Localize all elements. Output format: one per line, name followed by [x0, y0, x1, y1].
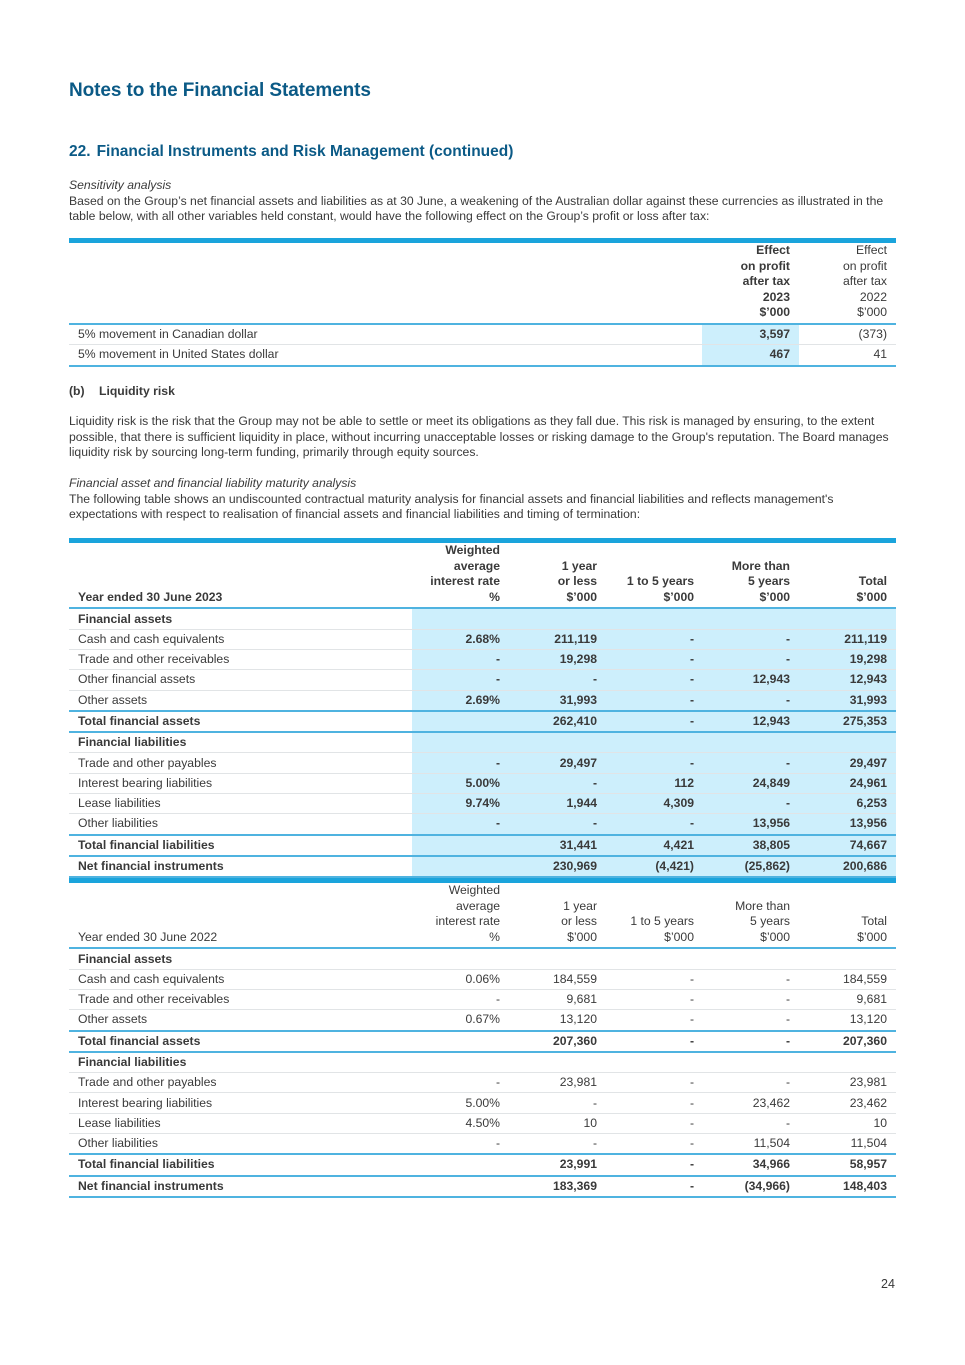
total-row — [69, 1176, 896, 1197]
cell-value — [509, 608, 606, 629]
cell-value: 13,120 — [509, 1010, 606, 1031]
cell-value — [509, 948, 606, 969]
cell-value: 38,805 — [703, 835, 799, 856]
header-more-than-5 — [703, 541, 799, 609]
row-label: Financial assets — [69, 948, 412, 969]
table-row — [69, 989, 896, 1009]
header-interest-rate — [412, 881, 509, 949]
cell-value — [412, 948, 509, 969]
cell-value: - — [703, 690, 799, 711]
cell-value: 6,253 — [799, 794, 896, 814]
table-row — [69, 794, 896, 814]
cell-value: 211,119 — [509, 629, 606, 649]
cell-value: - — [703, 753, 799, 773]
cell-value: - — [412, 649, 509, 669]
cell-value: - — [606, 1176, 703, 1197]
row-label: Net financial instruments — [69, 1176, 412, 1197]
header-line: 2023 — [762, 289, 790, 304]
total-row — [69, 835, 896, 856]
cell-value: 58,957 — [799, 1154, 896, 1175]
header-line: average — [455, 898, 500, 913]
cell-value: - — [606, 969, 703, 989]
row-label: Lease liabilities — [69, 794, 412, 814]
cell-value: - — [412, 1134, 509, 1155]
liquidity-paragraph: Liquidity risk is the risk that the Group may not be able to settle or meet its obligations as they fall due. This risk is managed by ensuring, to the extent possible, that there is sufficient liquidity in place, without incurring unacceptable losses or risking damage to the Group's reputation. The Board manages liquidity risk by sourcing long-term funding, primarily through equity sources. — [69, 414, 889, 460]
group-header-row — [69, 732, 896, 753]
sensitivity-paragraph — [69, 178, 896, 225]
total-row — [69, 856, 896, 877]
cell-value: - — [606, 1134, 703, 1155]
row-label: 5% movement in Canadian dollar — [69, 324, 702, 345]
maturity-heading: Financial asset and financial liability maturity analysis — [69, 476, 357, 490]
cell-value: 148,403 — [799, 1176, 896, 1197]
cell-value: 13,120 — [799, 1010, 896, 1031]
row-label: Other liabilities — [69, 814, 412, 835]
cell-value: 19,298 — [799, 649, 896, 669]
maturity-table-2022 — [69, 878, 896, 1198]
cell-value: - — [703, 649, 799, 669]
cell-value: 24,961 — [799, 773, 896, 793]
sensitivity-row — [69, 324, 896, 345]
cell-value: 11,504 — [703, 1134, 799, 1155]
row-label: Total financial liabilities — [69, 1154, 412, 1175]
sensitivity-table — [69, 238, 896, 367]
cell-value — [412, 835, 509, 856]
cell-value: 23,981 — [799, 1073, 896, 1093]
cell-value — [509, 1052, 606, 1073]
maturity-table-2023 — [69, 538, 896, 878]
table-row — [69, 773, 896, 793]
cell-value: 200,686 — [799, 856, 896, 877]
cell-value: 230,969 — [509, 856, 606, 877]
cell-value: (25,862) — [703, 856, 799, 877]
cell-value: - — [412, 814, 509, 835]
cell-value: 13,956 — [799, 814, 896, 835]
header-line: after tax — [842, 274, 887, 289]
liquidity-label: (b) — [69, 384, 85, 398]
cell-value: - — [509, 670, 606, 690]
table-row — [69, 690, 896, 711]
cell-value: 5.00% — [412, 773, 509, 793]
header-line: $’000 — [567, 929, 597, 944]
cell-value: - — [509, 1093, 606, 1113]
cell-value: - — [509, 814, 606, 835]
row-label: 5% movement in United States dollar — [69, 345, 702, 366]
row-label: Interest bearing liabilities — [69, 1093, 412, 1113]
table-row — [69, 1073, 896, 1093]
header-1-to-5-years — [606, 541, 703, 609]
header-2023 — [702, 241, 799, 324]
row-label: Trade and other payables — [69, 753, 412, 773]
cell-value: - — [606, 989, 703, 1009]
cell-value: 12,943 — [703, 670, 799, 690]
header-1-to-5-years — [606, 881, 703, 949]
cell-value: (4,421) — [606, 856, 703, 877]
cell-value: - — [703, 1010, 799, 1031]
cell-value — [412, 711, 509, 732]
cell-value: 10 — [799, 1113, 896, 1133]
cell-value: 24,849 — [703, 773, 799, 793]
header-line: interest rate — [430, 574, 500, 589]
cell-value: - — [606, 711, 703, 732]
cell-value: 4,309 — [606, 794, 703, 814]
row-label: Other financial assets — [69, 670, 412, 690]
header-2022 — [799, 241, 896, 324]
cell-value: - — [606, 649, 703, 669]
row-label: Financial liabilities — [69, 1052, 412, 1073]
cell-value: - — [606, 753, 703, 773]
cell-value: 31,441 — [509, 835, 606, 856]
cell-value: 23,981 — [509, 1073, 606, 1093]
sensitivity-text: Based on the Group’s net financial assets and liabilities as at 30 June, a weakening of the Australian dollar against these currencies as illustrated in the table below, with all other variables held constant, would have the following effect on the Group’s profit or loss after tax: — [69, 193, 884, 224]
sensitivity-row — [69, 345, 896, 366]
liquidity-heading: Liquidity risk — [99, 384, 175, 398]
maturity-header-row — [69, 541, 896, 609]
cell-value: 184,559 — [799, 969, 896, 989]
header-line: 1 to 5 years — [626, 574, 694, 589]
cell-value: 74,667 — [799, 835, 896, 856]
cell-value: 10 — [509, 1113, 606, 1133]
total-row — [69, 1154, 896, 1175]
table-row — [69, 814, 896, 835]
cell-value — [412, 1154, 509, 1175]
cell-value: - — [509, 773, 606, 793]
cell-value: 13,956 — [703, 814, 799, 835]
cell-value: 9,681 — [509, 989, 606, 1009]
blank-header — [69, 241, 702, 324]
group-header-row — [69, 608, 896, 629]
cell-value: 23,991 — [509, 1154, 606, 1175]
cell-value: - — [606, 1113, 703, 1133]
cell-value: 4.50% — [412, 1113, 509, 1133]
cell-value: 1,944 — [509, 794, 606, 814]
page-number: 24 — [881, 1277, 895, 1291]
cell-value — [412, 1031, 509, 1052]
header-line: Total — [861, 914, 887, 929]
liquidity-subheading — [69, 384, 175, 398]
cell-value — [703, 608, 799, 629]
header-line: $’000 — [759, 305, 790, 320]
cell-value: 31,993 — [799, 690, 896, 711]
row-label: Trade and other payables — [69, 1073, 412, 1093]
cell-value: - — [412, 989, 509, 1009]
row-label: Cash and cash equivalents — [69, 969, 412, 989]
header-line: 5 years — [750, 914, 790, 929]
header-line: $’000 — [857, 929, 887, 944]
table-row — [69, 629, 896, 649]
cell-value: 31,993 — [509, 690, 606, 711]
cell-value: - — [606, 1154, 703, 1175]
cell-value: 275,353 — [799, 711, 896, 732]
cell-value: - — [606, 814, 703, 835]
cell-value — [412, 732, 509, 753]
cell-value: - — [703, 1113, 799, 1133]
header-line: on profit — [842, 258, 887, 273]
table-row — [69, 670, 896, 690]
total-row — [69, 711, 896, 732]
cell-value: - — [509, 1134, 606, 1155]
row-label: Other liabilities — [69, 1134, 412, 1155]
header-line: Effect — [756, 243, 790, 257]
cell-value: 211,119 — [799, 629, 896, 649]
header-line: % — [489, 589, 500, 604]
cell-value: - — [606, 1093, 703, 1113]
header-line: More than — [735, 898, 790, 913]
header-line: 1 to 5 years — [630, 914, 694, 929]
sensitivity-header-row — [69, 241, 896, 324]
section-number: 22. — [69, 143, 91, 160]
header-line: or less — [557, 574, 597, 589]
section-title — [69, 143, 513, 161]
cell-value: 29,497 — [799, 753, 896, 773]
value-2023: 467 — [702, 345, 799, 366]
value-2022: (373) — [799, 324, 896, 345]
header-line: 2022 — [859, 289, 887, 304]
header-interest-rate — [412, 541, 509, 609]
cell-value — [799, 608, 896, 629]
cell-value: 0.06% — [412, 969, 509, 989]
cell-value: 4,421 — [606, 835, 703, 856]
header-line: $’000 — [857, 305, 887, 320]
cell-value: 262,410 — [509, 711, 606, 732]
cell-value: (34,966) — [703, 1176, 799, 1197]
cell-value — [606, 1052, 703, 1073]
row-label: Total financial assets — [69, 1031, 412, 1052]
cell-value: - — [703, 629, 799, 649]
cell-value — [703, 1052, 799, 1073]
cell-value: - — [703, 1031, 799, 1052]
row-label: Interest bearing liabilities — [69, 773, 412, 793]
cell-value: - — [412, 753, 509, 773]
header-line: $’000 — [566, 589, 597, 604]
page-title: Notes to the Financial Statements — [69, 80, 371, 101]
cell-value: 9,681 — [799, 989, 896, 1009]
cell-value: - — [703, 794, 799, 814]
header-line: $’000 — [759, 589, 790, 604]
header-total — [799, 881, 896, 949]
header-line: or less — [561, 914, 597, 929]
table-row — [69, 969, 896, 989]
maturity-header-row — [69, 881, 896, 949]
cell-value: 2.68% — [412, 629, 509, 649]
maturity-paragraph — [69, 476, 896, 523]
value-2023: 3,597 — [702, 324, 799, 345]
cell-value — [703, 948, 799, 969]
header-line: interest rate — [435, 914, 500, 929]
row-label: Trade and other receivables — [69, 989, 412, 1009]
table-row — [69, 1010, 896, 1031]
header-1-year — [509, 541, 606, 609]
row-label: Financial assets — [69, 608, 412, 629]
header-line: Weighted — [445, 543, 500, 557]
year-label: Year ended 30 June 2023 — [69, 541, 412, 609]
header-line: $’000 — [664, 929, 694, 944]
cell-value: 183,369 — [509, 1176, 606, 1197]
header-line: average — [453, 558, 500, 573]
cell-value — [509, 732, 606, 753]
cell-value: 19,298 — [509, 649, 606, 669]
header-line: Total — [858, 574, 887, 589]
header-line: on profit — [740, 258, 790, 273]
cell-value: 12,943 — [703, 711, 799, 732]
cell-value: 207,360 — [509, 1031, 606, 1052]
section-heading: Financial Instruments and Risk Management (continued) — [96, 143, 514, 160]
cell-value: - — [703, 989, 799, 1009]
row-label: Total financial liabilities — [69, 835, 412, 856]
cell-value: - — [412, 670, 509, 690]
header-line: 1 year — [563, 898, 597, 913]
table-row — [69, 1093, 896, 1113]
cell-value: - — [703, 1073, 799, 1093]
value-2022: 41 — [799, 345, 896, 366]
cell-value: 0.67% — [412, 1010, 509, 1031]
cell-value — [799, 732, 896, 753]
cell-value — [606, 948, 703, 969]
cell-value: 2.69% — [412, 690, 509, 711]
cell-value — [606, 732, 703, 753]
cell-value — [412, 608, 509, 629]
cell-value: - — [703, 969, 799, 989]
cell-value: - — [606, 1073, 703, 1093]
table-row — [69, 1113, 896, 1133]
cell-value: 29,497 — [509, 753, 606, 773]
total-row — [69, 1031, 896, 1052]
table-row — [69, 1134, 896, 1155]
row-label: Trade and other receivables — [69, 649, 412, 669]
group-header-row — [69, 1052, 896, 1073]
cell-value: 9.74% — [412, 794, 509, 814]
cell-value: 11,504 — [799, 1134, 896, 1155]
cell-value: - — [606, 1031, 703, 1052]
header-line: $’000 — [760, 929, 790, 944]
header-line: More than — [731, 558, 790, 573]
header-more-than-5 — [703, 881, 799, 949]
row-label: Cash and cash equivalents — [69, 629, 412, 649]
row-label: Net financial instruments — [69, 856, 412, 877]
cell-value: 207,360 — [799, 1031, 896, 1052]
header-line: 1 year — [561, 558, 597, 573]
header-1-year — [509, 881, 606, 949]
cell-value: 23,462 — [703, 1093, 799, 1113]
header-line: 5 years — [747, 574, 790, 589]
header-line: Effect — [856, 243, 887, 257]
cell-value: - — [606, 670, 703, 690]
cell-value: - — [606, 690, 703, 711]
year-label: Year ended 30 June 2022 — [69, 881, 412, 949]
maturity-text: The following table shows an undiscounted contractual maturity analysis for financial assets and financial liabilities and reflects management's expectations with respect to realisation of financial assets and financial liabilities and timing of termination: — [69, 491, 834, 522]
cell-value — [799, 948, 896, 969]
table-row — [69, 753, 896, 773]
sensitivity-heading: Sensitivity analysis — [69, 178, 172, 192]
cell-value — [606, 608, 703, 629]
cell-value: 112 — [606, 773, 703, 793]
cell-value — [412, 1176, 509, 1197]
row-label: Total financial assets — [69, 711, 412, 732]
cell-value: - — [606, 1010, 703, 1031]
row-label: Financial liabilities — [69, 732, 412, 753]
cell-value: - — [412, 1073, 509, 1093]
table-row — [69, 649, 896, 669]
header-line: Weighted — [448, 883, 500, 897]
group-header-row — [69, 948, 896, 969]
cell-value: 34,966 — [703, 1154, 799, 1175]
cell-value — [412, 1052, 509, 1073]
row-label: Lease liabilities — [69, 1113, 412, 1133]
row-label: Other assets — [69, 1010, 412, 1031]
cell-value: 12,943 — [799, 670, 896, 690]
cell-value: 23,462 — [799, 1093, 896, 1113]
header-line: $’000 — [663, 589, 694, 604]
header-line: % — [489, 929, 500, 944]
cell-value — [703, 732, 799, 753]
row-label: Other assets — [69, 690, 412, 711]
cell-value: 5.00% — [412, 1093, 509, 1113]
cell-value: 184,559 — [509, 969, 606, 989]
cell-value — [799, 1052, 896, 1073]
header-total — [799, 541, 896, 609]
cell-value — [412, 856, 509, 877]
header-line: $’000 — [856, 589, 887, 604]
cell-value: - — [606, 629, 703, 649]
header-line: after tax — [742, 274, 790, 289]
